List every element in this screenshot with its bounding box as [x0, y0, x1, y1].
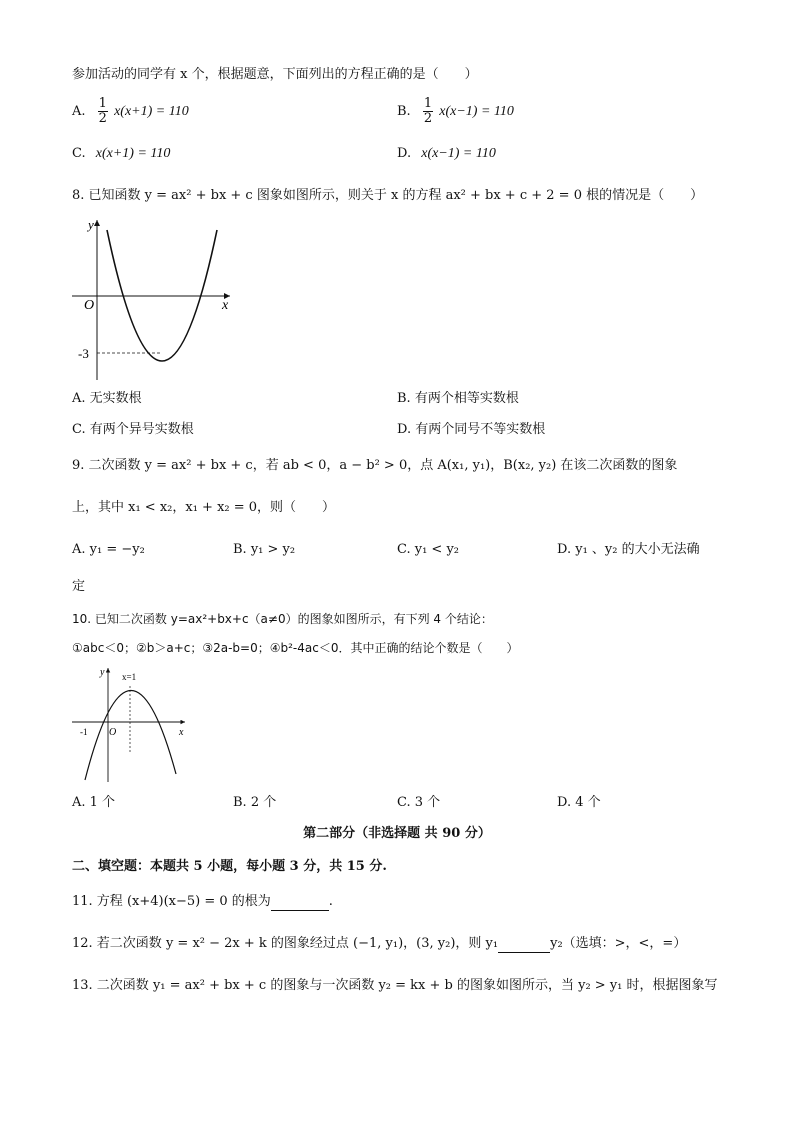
q10-option-c[interactable]: C. 3 个 [397, 795, 441, 810]
q7-option-a-label: A. [72, 104, 86, 119]
q7-option-b-expr: x(x−1) = 110 [439, 104, 514, 119]
q12-text: 12. 若二次函数 y = x² − 2x + k 的图象经过点 (−1, y₁)，(3, y₂)，则 y₁ [72, 936, 499, 951]
q8-parabola-graph [72, 215, 242, 385]
q7-option-d[interactable] [397, 145, 496, 163]
q10-parabola-curve [85, 690, 176, 780]
q13-stem: 13. 二次函数 y₁ = ax² + bx + c 的图象与一次函数 y₂ = kx + b 的图象如图所示，当 y₂ > y₁ 时，根据图象写 [72, 978, 718, 993]
q10-stem: 10. 已知二次函数 y=ax²+bx+c（a≠0）的图象如图所示，有下列 4 个结论： [72, 612, 493, 626]
q7-stem: 参加活动的同学有 x 个，根据题意，下面列出的方程正确的是（ ） [72, 67, 478, 82]
q8-option-c[interactable]: C. 有两个异号实数根 [72, 422, 194, 437]
q10-axis-label: x=1 [122, 672, 137, 682]
q8-option-a[interactable]: A. 无实数根 [72, 391, 142, 406]
q7-option-b[interactable] [397, 97, 514, 126]
q10-origin-label: O [109, 727, 117, 738]
q7-option-a[interactable] [72, 97, 189, 126]
q10-option-a[interactable]: A. 1 个 [72, 795, 116, 810]
fill-in-section-heading: 二、填空题：本题共 5 小题，每小题 3 分，共 15 分. [72, 859, 387, 874]
q9-stem-line1: 9. 二次函数 y = ax² + bx + c，若 ab < 0，a − b² > 0，点 A(x₁, y₁)，B(x₂, y₂) 在该二次函数的图象 [72, 458, 678, 473]
q7-option-b-label: B. [397, 104, 411, 119]
q10-option-b[interactable]: B. 2 个 [233, 795, 277, 810]
q7-option-c[interactable] [72, 145, 170, 163]
q10-x-label: x [179, 727, 184, 738]
q7-option-c-expr: x(x+1) = 110 [95, 146, 171, 161]
q7-option-a-expr: x(x+1) = 110 [114, 104, 189, 119]
q11 [72, 893, 333, 911]
q8-x-label: x [222, 298, 229, 313]
q9-option-a[interactable]: A. y₁ = −y₂ [72, 542, 145, 557]
q8-origin-label: O [84, 298, 95, 313]
q8-y-label: y [88, 217, 94, 232]
q11-answer-blank[interactable] [271, 896, 329, 911]
q12 [72, 935, 686, 953]
q9-option-c[interactable]: C. y₁ < y₂ [397, 542, 460, 557]
q7-option-d-label: D. [397, 146, 412, 161]
q9-stem-line2: 上，其中 x₁ < x₂，x₁ + x₂ = 0，则（ ） [72, 500, 336, 515]
q11-text: 11. 方程 (x+4)(x−5) = 0 的根为 [72, 894, 271, 909]
q9-option-d[interactable]: D. y₁ 、y₂ 的大小无法确 [557, 542, 700, 557]
q8-option-d[interactable]: D. 有两个同号不等实数根 [397, 422, 546, 437]
q7-option-c-label: C. [72, 146, 86, 161]
q7-option-b-fraction: $\frac{1}{2}$ [423, 96, 433, 126]
q12-text-end: y₂（选填：>，<，=） [550, 936, 687, 951]
q11-end: . [328, 894, 333, 909]
q7-option-d-expr: x(x−1) = 110 [421, 146, 496, 161]
q9-option-d-continued: 定 [72, 579, 86, 594]
q10-conclusions: ①abc＜0；②b＞a+c；③2a-b=0；④b²-4ac＜0．其中正确的结论个数是（ ） [72, 641, 519, 655]
q8-option-b[interactable]: B. 有两个相等实数根 [397, 391, 519, 406]
q7-option-a-fraction: $\frac{1}{2}$ [98, 96, 107, 126]
q8-stem: 8. 已知函数 y = ax² + bx + c 图象如图所示，则关于 x 的方程 ax² + bx + c + 2 = 0 根的情况是（ ） [72, 188, 704, 203]
q10-neg-one-label: -1 [80, 727, 88, 737]
q9-option-b[interactable]: B. y₁ > y₂ [233, 542, 296, 557]
q10-parabola-graph [72, 664, 192, 786]
q10-y-label: y [100, 667, 105, 678]
part-two-title: 第二部分（非选择题 共 90 分） [303, 826, 491, 841]
q12-answer-blank[interactable] [498, 938, 550, 953]
q8-min-label: -3 [78, 346, 89, 361]
q10-option-d[interactable]: D. 4 个 [557, 795, 601, 810]
